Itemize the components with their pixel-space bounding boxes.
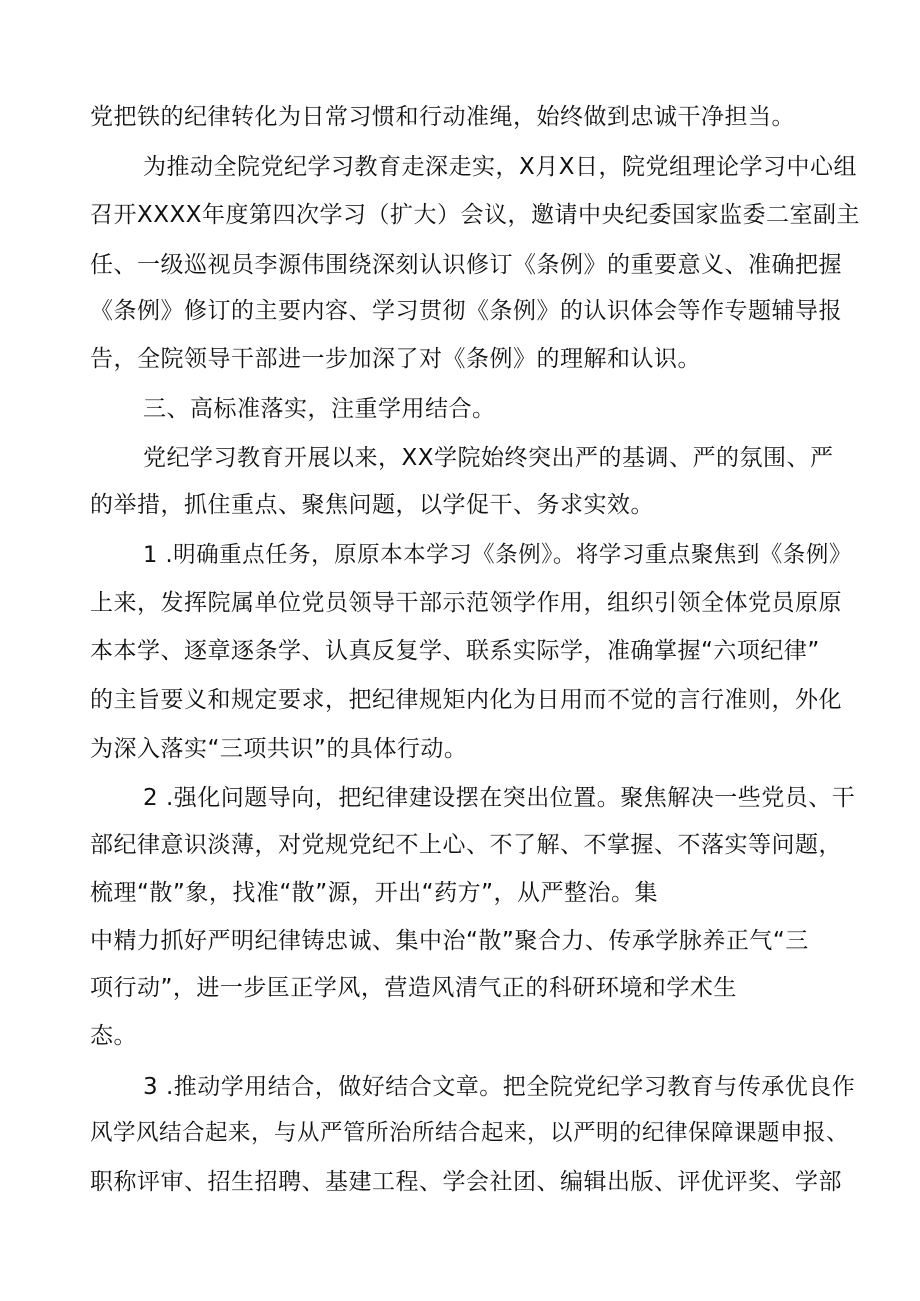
text-line: 的举措，抓住重点、聚焦问题，以学促干、务求实效。 xyxy=(90,492,654,518)
text-line: 1 .明确重点任务，原原本本学习《条例》。将学习重点聚焦到《条例》 xyxy=(143,542,852,568)
text-line: 职称评审、招生招聘、基建工程、学会社团、编辑出版、评优评奖、学部 xyxy=(90,1169,842,1195)
text-line: 告，全院领导干部进一步加深了对《条例》的理解和认识。 xyxy=(90,346,701,372)
text-line: 为深入落实“三项共识”的具体行动。 xyxy=(90,736,468,762)
text-line: 为推动全院党纪学习教育走深走实，X月X日，院党组理论学习中心组 xyxy=(143,154,858,180)
text-line: 召开XXXX年度第四次学习（扩大）会议，邀请中央纪委国家监委二室副主 xyxy=(90,202,861,228)
text-line: 的主旨要义和规定要求，把纪律规矩内化为日用而不觉的言行准则，外化 xyxy=(90,687,842,713)
text-line: 党把铁的纪律转化为日常习惯和行动准绳，始终做到忠诚干净担当。 xyxy=(90,104,795,130)
text-line: 任、一级巡视员李源伟围绕深刻认识修订《条例》的重要意义、准确把握 xyxy=(90,252,842,278)
text-line: 党纪学习教育开展以来，XX学院始终突出严的基调、严的氛围、严 xyxy=(143,445,834,471)
text-line: 《条例》修订的主要内容、学习贯彻《条例》的认识体会等作专题辅导报 xyxy=(90,298,842,324)
text-line: 梳理“散”象，找准“散”源，开出“药方”，从严整治。集 xyxy=(90,880,658,906)
text-line: 上来，发挥院属单位党员领导干部示范领学作用，组织引领全体党员原原 xyxy=(90,590,842,616)
text-line: 本本学、逐章逐条学、认真反复学、联系实际学，准确掌握“六项纪律” xyxy=(90,638,820,664)
text-line: 中精力抓好严明纪律铸忠诚、集中治“散”聚合力、传承学脉养正气“三 xyxy=(90,928,809,954)
text-line: 项行动”，进一步匡正学风，营造风清气正的科研环境和学术生 xyxy=(90,975,737,1001)
section-heading: 三、高标准落实，注重学用结合。 xyxy=(143,396,496,422)
text-line: 3 .推动学用结合，做好结合文章。把全院党纪学习教育与传承优良作 xyxy=(143,1074,856,1100)
text-line: 部纪律意识淡薄，对党规党纪不上心、不了解、不掌握、不落实等问题， xyxy=(90,832,842,858)
text-line: 风学风结合起来，与从严管所治所结合起来，以严明的纪律保障课题申报、 xyxy=(90,1120,850,1146)
text-line: 态。 xyxy=(90,1023,137,1049)
text-line: 2 .强化问题导向，把纪律建设摆在突出位置。聚焦解决一些党员、干 xyxy=(143,785,856,811)
